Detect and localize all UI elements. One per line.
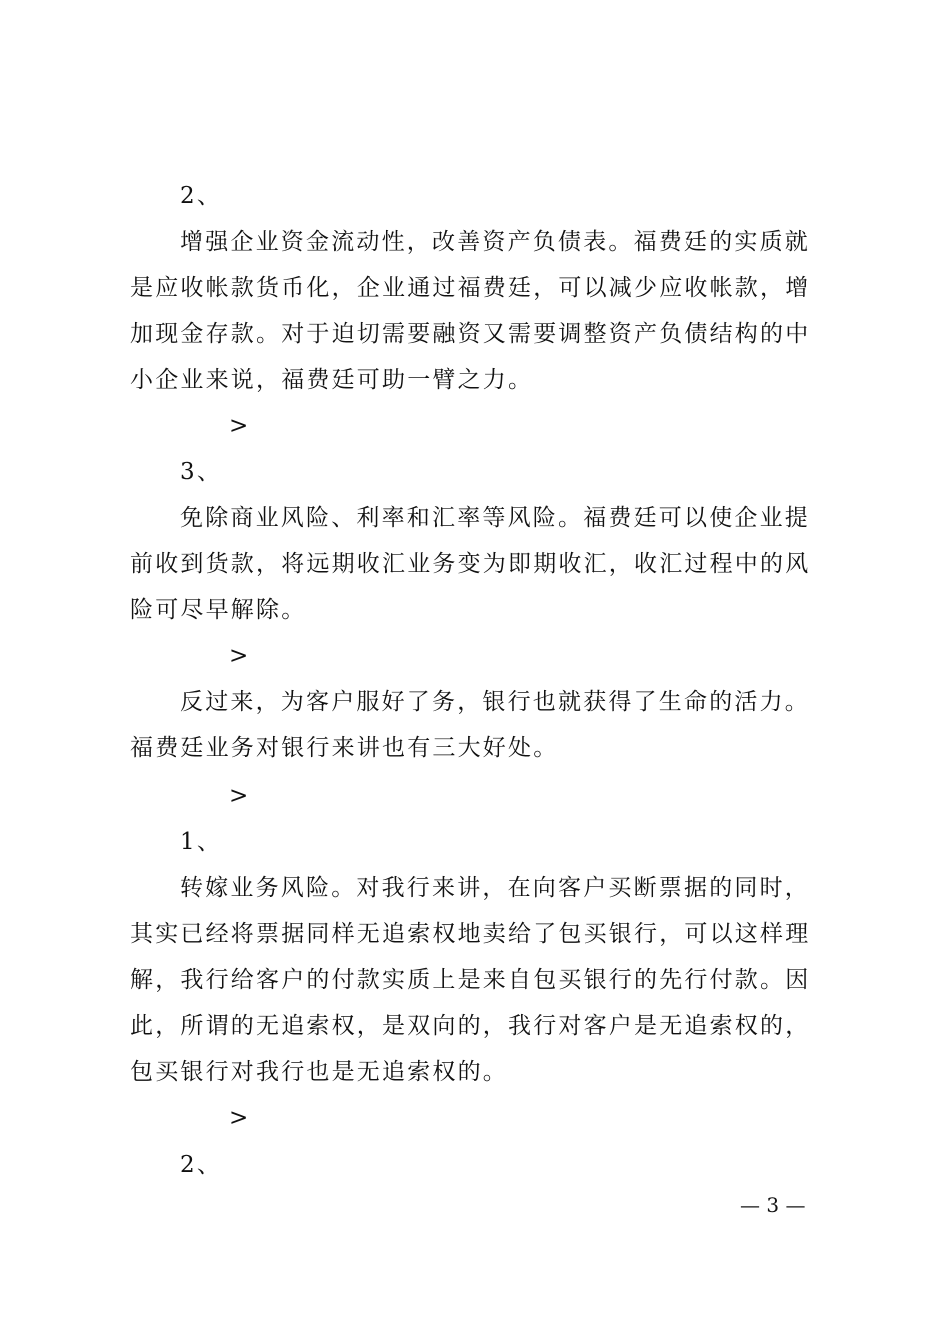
separator-marker: > bbox=[229, 1105, 251, 1131]
paragraph-line: 增强企业资金流动性，改善资产负债表。福费廷的实质就 bbox=[180, 229, 810, 255]
paragraph-line: 转嫁业务风险。对我行来讲，在向客户买断票据的同时， bbox=[180, 875, 810, 901]
section-number: 2、 bbox=[180, 183, 223, 209]
paragraph-line: 免除商业风险、利率和汇率等风险。福费廷可以使企业提 bbox=[180, 505, 810, 531]
section-number: 3、 bbox=[180, 459, 223, 485]
page-number: — 3 — bbox=[740, 1193, 806, 1217]
separator-marker: > bbox=[229, 413, 251, 439]
paragraph-line: 小企业来说，福费廷可助一臂之力。 bbox=[130, 367, 534, 393]
paragraph-line: 福费廷业务对银行来讲也有三大好处。 bbox=[130, 735, 559, 761]
paragraph-line: 前收到货款，将远期收汇业务变为即期收汇，收汇过程中的风 bbox=[130, 551, 811, 577]
paragraph-line: 反过来，为客户服好了务，银行也就获得了生命的活力。 bbox=[180, 689, 810, 715]
paragraph-line: 其实已经将票据同样无追索权地卖给了包买银行，可以这样理 bbox=[130, 921, 811, 947]
section-number: 2、 bbox=[180, 1152, 223, 1178]
paragraph-line: 加现金存款。对于迫切需要融资又需要调整资产负债结构的中 bbox=[130, 321, 811, 347]
paragraph-line: 此，所谓的无追索权，是双向的，我行对客户是无追索权的， bbox=[130, 1013, 811, 1039]
section-number: 1、 bbox=[180, 829, 223, 855]
separator-marker: > bbox=[229, 643, 251, 669]
paragraph-line: 是应收帐款货币化，企业通过福费廷，可以减少应收帐款，增 bbox=[130, 275, 811, 301]
paragraph-line: 险可尽早解除。 bbox=[130, 597, 307, 623]
paragraph-line: 解，我行给客户的付款实质上是来自包买银行的先行付款。因 bbox=[130, 967, 811, 993]
paragraph-line: 包买银行对我行也是无追索权的。 bbox=[130, 1059, 508, 1085]
separator-marker: > bbox=[229, 783, 251, 809]
